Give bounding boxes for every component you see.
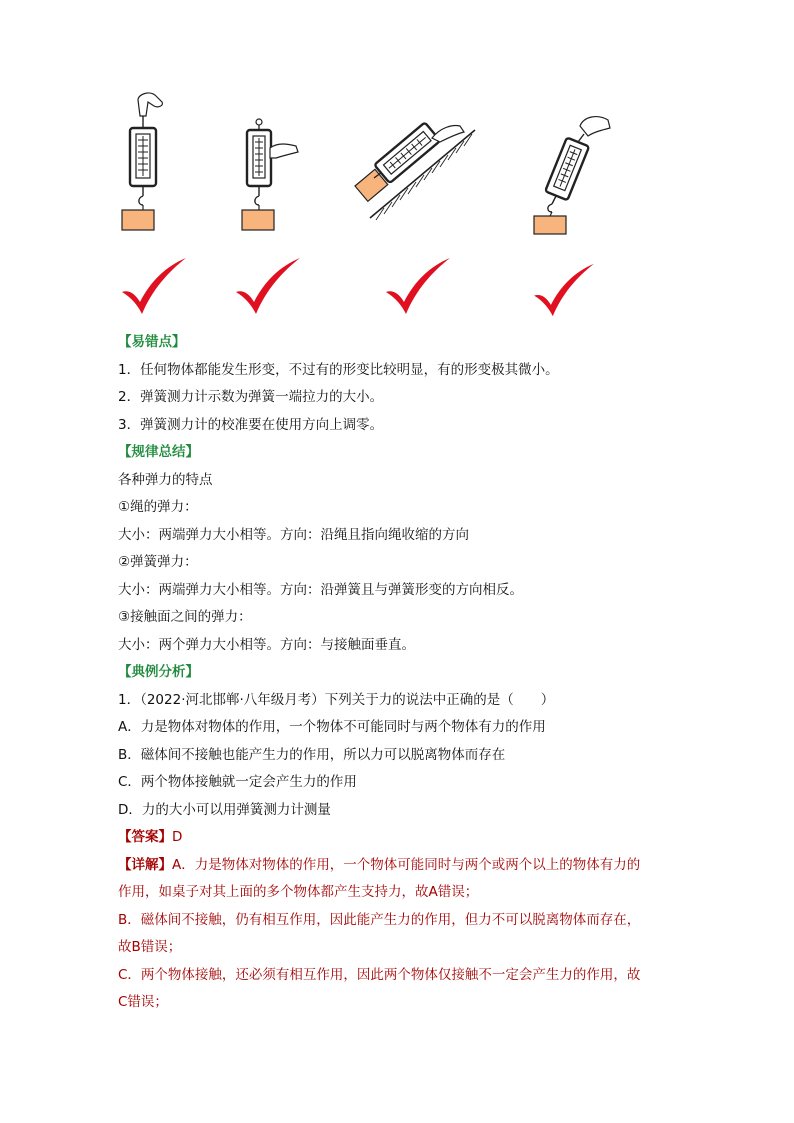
detail-line: 作用，如桌子对其上面的多个物体都产生支持力，故A错误； — [118, 884, 479, 900]
figure-strip — [0, 0, 794, 330]
check-icon — [120, 256, 188, 316]
section-title-dianli: 【典例分析】 — [118, 664, 199, 680]
question-text: 1．（2022·河北邯郸·八年级月考）下列关于力的说法中正确的是（ ） — [118, 691, 555, 708]
answer-tag: 【答案】 — [118, 829, 172, 845]
answer-value: D — [172, 829, 183, 845]
content-text — [118, 329, 678, 1017]
guilv-line: 各种弹力的特点 — [118, 471, 213, 488]
detail-line: C错误； — [118, 994, 168, 1010]
detail-tag: 【详解】 — [118, 856, 172, 873]
option-c: C．两个物体接触就一定会产生力的作用 — [118, 774, 357, 790]
detail-a-text: A．力是物体对物体的作用，一个物体可能同时与两个或两个以上的物体有力的 — [172, 856, 641, 873]
yicuodian-item: 3．弹簧测力计的校准要在使用方向上调零。 — [118, 416, 384, 433]
detail-line — [118, 852, 678, 880]
figure-incline-scale — [340, 120, 480, 225]
check-icon — [532, 262, 596, 318]
option-b: B．磁体间不接触也能产生力的作用，所以力可以脱离物体而存在 — [118, 746, 506, 763]
yicuodian-item: 1．任何物体都能发生形变，不过有的形变比较明显，有的形变极其微小。 — [118, 361, 559, 378]
guilv-line: 大小：两端弹力大小相等。方向：沿绳且指向绳收缩的方向 — [118, 526, 469, 543]
guilv-line: ③接触面之间的弹力： — [118, 609, 252, 625]
detail-line: B．磁体间不接触，仍有相互作用，因此能产生力的作用，但力不可以脱离物体而存在， — [118, 911, 641, 928]
guilv-line: ①绳的弹力： — [118, 499, 198, 515]
check-icon — [384, 256, 452, 316]
section-title-yicuodian: 【易错点】 — [118, 334, 186, 350]
guilv-line: 大小：两个弹力大小相等。方向：与接触面垂直。 — [118, 636, 415, 653]
figure-vertical-scale — [110, 92, 180, 237]
section-title-guilv: 【规律总结】 — [118, 444, 199, 460]
guilv-line: ②弹簧弹力： — [118, 554, 198, 570]
option-d: D．力的大小可以用弹簧测力计测量 — [118, 801, 331, 818]
figure-tilted-scale — [522, 112, 614, 237]
answer-line — [118, 824, 678, 852]
option-a: A．力是物体对物体的作用，一个物体不可能同时与两个物体有力的作用 — [118, 719, 546, 735]
figure-side-held-scale — [232, 118, 302, 238]
yicuodian-item: 2．弹簧测力计示数为弹簧一端拉力的大小。 — [118, 389, 384, 405]
check-icon — [234, 256, 302, 316]
guilv-line: 大小：两端弹力大小相等。方向：沿弹簧且与弹簧形变的方向相反。 — [118, 581, 523, 598]
detail-line: 故B错误； — [118, 939, 182, 955]
detail-line: C．两个物体接触，还必须有相互作用，因此两个物体仅接触不一定会产生力的作用，故 — [118, 966, 641, 983]
